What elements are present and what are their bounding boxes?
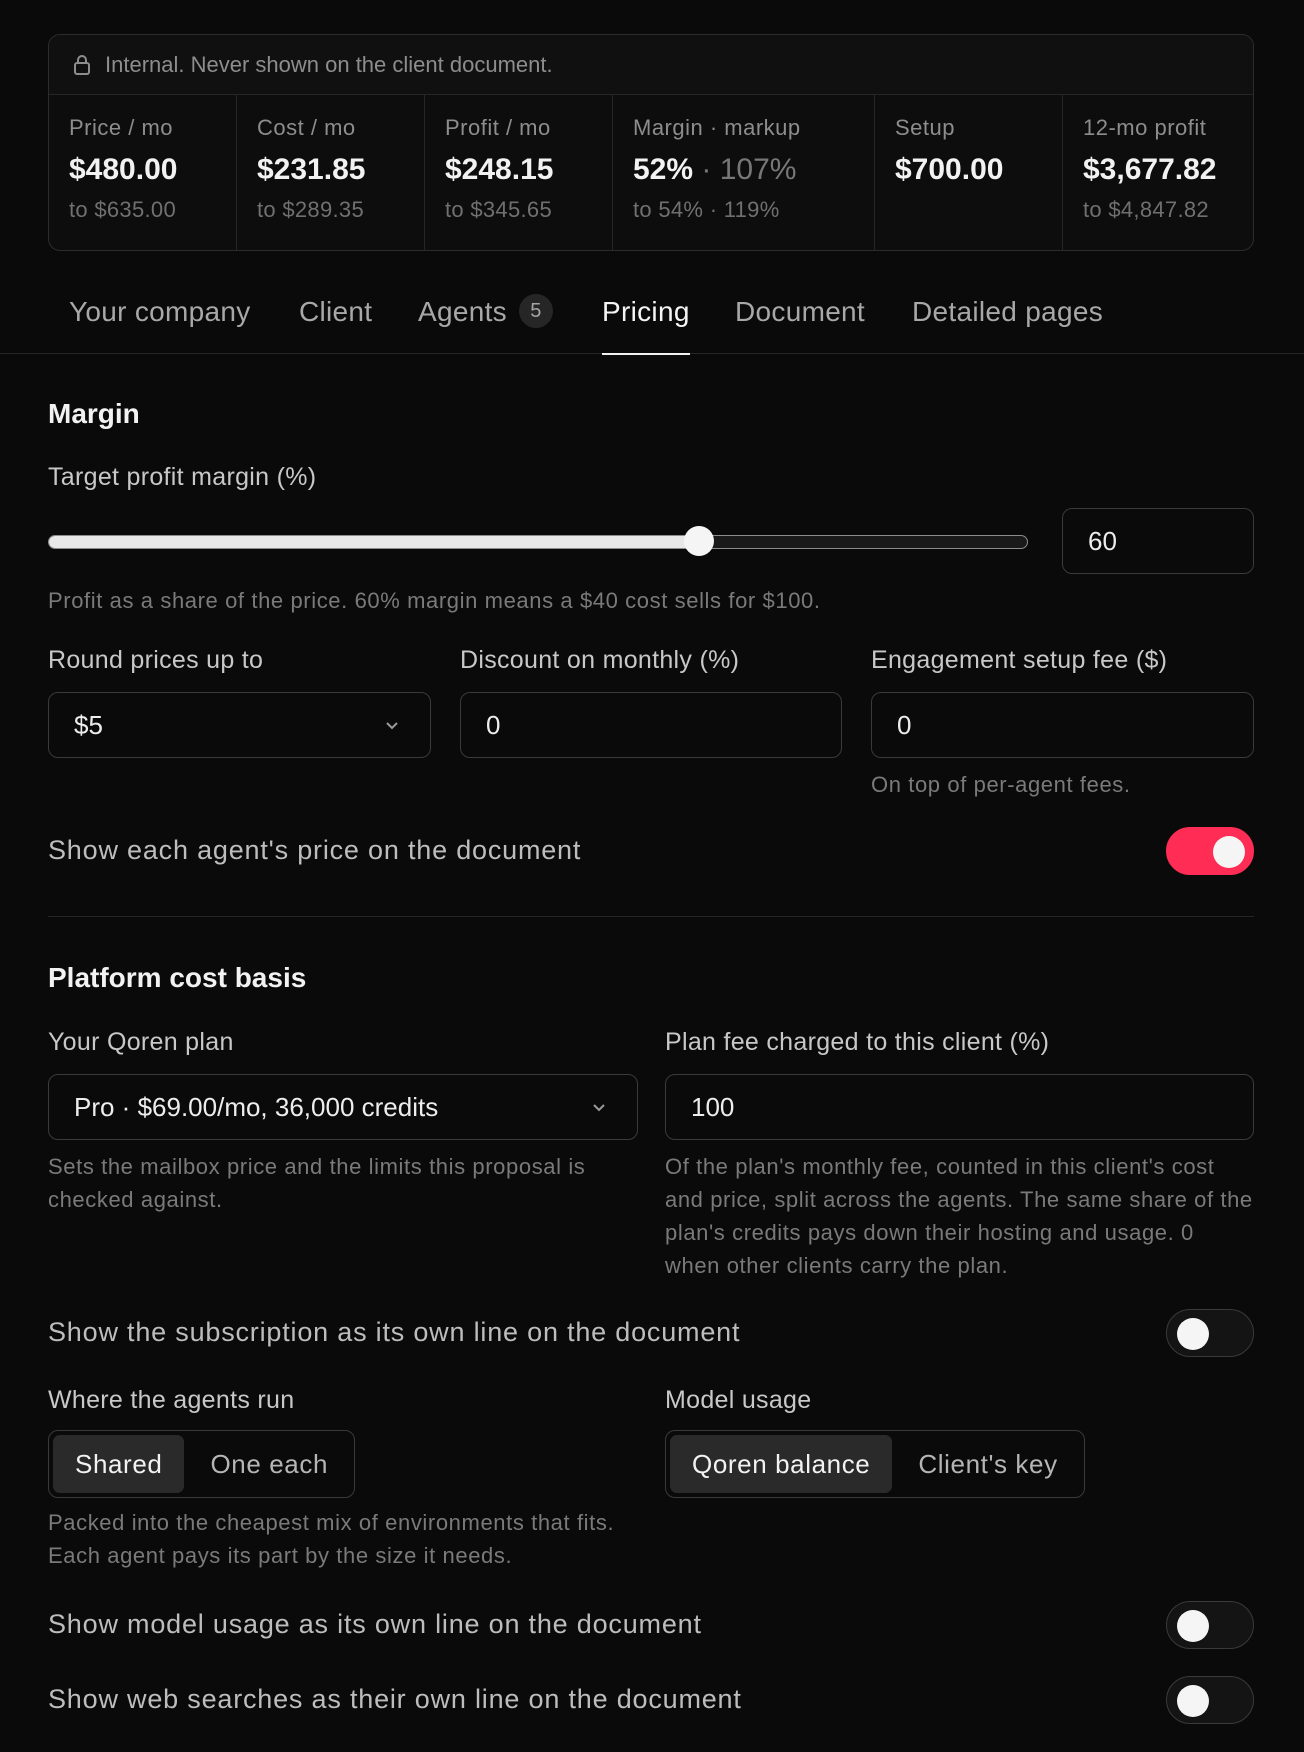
tab-detailed-pages[interactable] [912,296,1103,354]
metric-price [49,95,237,251]
show-subscription-toggle[interactable] [1166,1309,1254,1357]
chevron-down-icon [591,1099,607,1115]
show-agent-price-toggle[interactable] [1166,827,1254,875]
metric-label: Profit / mo [445,115,551,140]
metric-range: to 54% · 119% [633,197,780,222]
tab-label: Pricing [602,296,690,327]
metric-value [633,153,874,187]
plan-fee-label: Plan fee charged to this client (%) [665,1028,1050,1056]
setup-fee-input[interactable]: 0 [871,692,1254,758]
metric-range: to $289.35 [257,197,364,222]
target-margin-slider[interactable] [48,531,1028,553]
slider-thumb[interactable] [684,526,714,556]
show-subscription-row [48,1309,1254,1359]
tab-label: Document [735,296,866,327]
tab-client[interactable] [299,296,372,354]
tab-label: Agents [418,296,507,327]
setup-fee-label: Engagement setup fee ($) [871,646,1168,674]
metric-setup [875,95,1063,251]
metric-value: $3,677.82 [1083,153,1217,186]
show-web-searches-label: Show web searches as their own line on the document [48,1684,742,1714]
margin-value: 52% [633,153,694,186]
tab-pricing[interactable] [602,296,690,354]
model-option-clients-key[interactable]: Client's key [918,1448,1058,1479]
where-option-one-each[interactable]: One each [210,1448,329,1479]
toggle-knob [1213,836,1245,868]
toggle-knob [1177,1685,1209,1717]
discount-label: Discount on monthly (%) [460,646,740,674]
internal-notice [49,35,1253,95]
metric-range: to $345.65 [445,197,552,222]
setup-fee-help: On top of per-agent fees. [871,772,1131,797]
metric-label: Price / mo [69,115,174,140]
metric-value: $248.15 [445,153,554,186]
where-agents-run-segmented [48,1430,355,1498]
round-prices-select[interactable] [48,692,431,758]
lock-icon [73,54,91,76]
internal-notice-text: Internal. Never shown on the client document. [105,51,553,77]
plan-fee-input[interactable]: 100 [665,1074,1254,1140]
metric-label: Cost / mo [257,115,356,140]
metric-range: to $635.00 [69,197,176,222]
metric-range: to $4,847.82 [1083,197,1209,222]
tab-label: Detailed pages [912,296,1103,327]
where-agents-run-label: Where the agents run [48,1386,295,1414]
show-agent-price-label: Show each agent's price on the document [48,835,582,865]
metric-profit [425,95,613,251]
section-divider [48,916,1254,917]
model-usage-segmented [665,1430,1085,1498]
discount-input[interactable]: 0 [460,692,842,758]
agents-count-badge: 5 [519,294,553,328]
chevron-down-icon [384,717,400,733]
plan-value: Pro · $69.00/mo, 36,000 credits [74,1091,439,1122]
plan-fee-help: Of the plan's monthly fee, counted in this client's cost and price, split across the agents. The same share of the plan's credits pays down their hosting and usage. 0 when other clients carry the plan. [665,1154,1253,1278]
metric-label: 12-mo profit [1083,115,1207,140]
internal-summary-card [48,34,1254,251]
metric-value: $231.85 [257,153,366,186]
model-usage-label: Model usage [665,1386,812,1414]
platform-section-title: Platform cost basis [48,962,307,993]
where-agents-run-help: Packed into the cheapest mix of environments that fits. Each agent pays its part by the size it needs. [48,1510,615,1568]
where-option-shared[interactable]: Shared [53,1435,184,1493]
metric-label: Margin · markup [633,115,801,140]
tab-document[interactable] [735,296,865,354]
tab-label: Client [299,296,373,327]
show-web-searches-row [48,1676,1254,1726]
plan-help: Sets the mailbox price and the limits this proposal is checked against. [48,1154,586,1212]
metric-margin-markup [613,95,875,251]
slider-fill [49,536,698,548]
section-tabs [0,290,1304,354]
model-option-qoren-balance[interactable]: Qoren balance [670,1435,892,1493]
plan-label: Your Qoren plan [48,1028,234,1056]
round-prices-value: $5 [74,709,103,740]
show-subscription-label: Show the subscription as its own line on the document [48,1317,741,1347]
show-model-usage-toggle[interactable] [1166,1601,1254,1649]
show-web-searches-toggle[interactable] [1166,1676,1254,1724]
summary-metrics [49,95,1253,251]
round-prices-label: Round prices up to [48,646,264,674]
toggle-knob [1177,1610,1209,1642]
metric-12mo-profit [1063,95,1253,251]
plan-select[interactable] [48,1074,638,1140]
tab-agents[interactable] [418,296,553,354]
show-model-usage-label: Show model usage as its own line on the document [48,1609,702,1639]
target-margin-label: Target profit margin (%) [48,463,317,491]
target-margin-input[interactable]: 60 [1062,508,1254,574]
metric-label: Setup [895,115,955,140]
markup-value: · 107% [701,153,797,186]
metric-cost [237,95,425,251]
toggle-knob [1177,1318,1209,1350]
show-model-usage-row [48,1601,1254,1651]
tab-label: Your company [69,296,251,327]
tab-your-company[interactable] [69,296,251,354]
slider-track[interactable] [48,535,1028,549]
margin-help: Profit as a share of the price. 60% margin means a $40 cost sells for $100. [48,588,821,613]
show-agent-price-row [48,827,1254,877]
metric-value: $700.00 [895,153,1004,186]
margin-section-title: Margin [48,398,140,429]
metric-value: $480.00 [69,153,178,186]
